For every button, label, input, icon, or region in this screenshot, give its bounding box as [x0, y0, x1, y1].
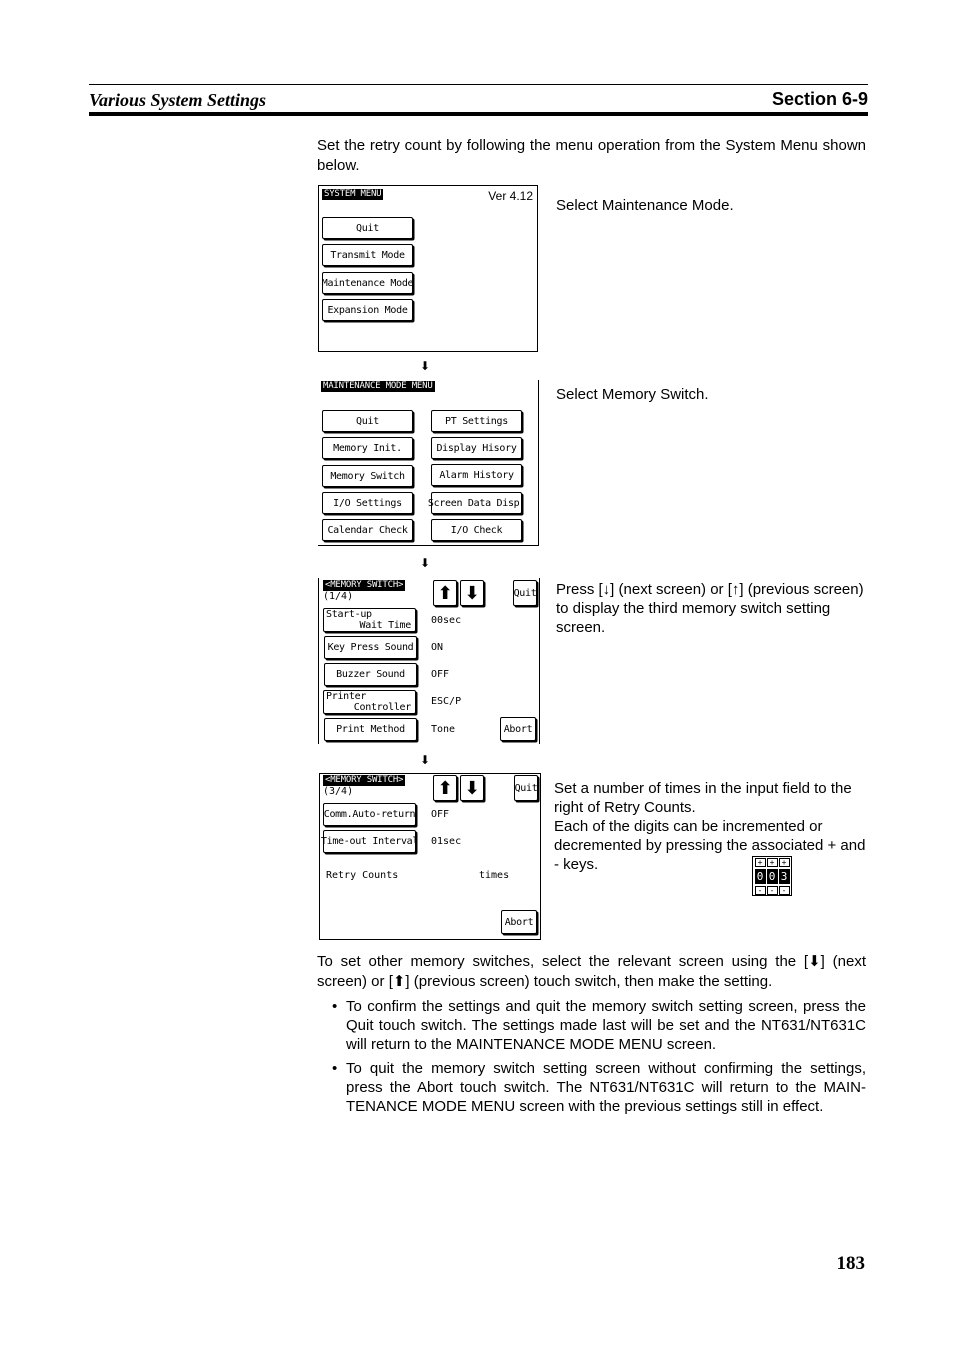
quit-button[interactable]: Quit — [514, 775, 538, 801]
memory-switch-screen-1 — [318, 578, 540, 744]
screen-data-disp-button[interactable]: Screen Data Disp. — [431, 492, 522, 514]
pt-settings-button[interactable]: PT Settings — [431, 410, 522, 432]
print-method-button[interactable]: Print Method — [324, 718, 417, 741]
buzzer-sound-button[interactable]: Buzzer Sound — [324, 663, 417, 686]
abort-button[interactable]: Abort — [500, 717, 536, 741]
caption-select-memory-switch: Select Memory Switch. — [556, 386, 709, 403]
caption-line: Set a number of times in the input field to the right of Retry Counts. — [554, 780, 852, 816]
print-method-value: Tone — [431, 724, 456, 735]
digit-3-minus-key[interactable]: - — [779, 886, 790, 895]
buzzer-sound-value: OFF — [431, 669, 450, 680]
time-out-interval-button[interactable]: Time-out Interval — [323, 830, 416, 853]
other-switches-paragraph: To set other memory switches, select the relevant screen using the [⬇] (next screen) or [⬆] (previous screen) touch switch, then make the setting. — [317, 953, 866, 990]
printer-controller-value: ESC/P — [431, 696, 462, 707]
flow-arrow-down-icon: ⬇ — [420, 753, 431, 767]
memory-switch-button[interactable]: Memory Switch — [322, 465, 413, 487]
comm-auto-return-button[interactable]: Comm.Auto-return — [323, 803, 416, 826]
io-check-button[interactable]: I/O Check — [431, 519, 522, 541]
caption-select-maintenance: Select Maintenance Mode. — [556, 197, 734, 214]
alarm-history-button[interactable]: Alarm History — [431, 464, 522, 486]
digit-2-minus-key[interactable]: - — [767, 886, 778, 895]
page-indicator: (3/4) — [323, 786, 354, 797]
arrow-down-icon: ⬇ — [464, 777, 480, 799]
bullet-text: To quit the memory switch setting screen without confirming the settings, press the Abort touch switch. The NT631/NT631C will return to the MAIN-TENANCE MODE MENU screen with the previous settings still in effect. — [346, 1060, 866, 1115]
button-label-line2: Controller — [353, 702, 411, 713]
digit-2-plus-key[interactable]: + — [767, 858, 778, 867]
retry-counts-label: Retry Counts — [326, 870, 399, 881]
header-section-number: Section 6-9 — [771, 89, 868, 109]
bullet-text: To confirm the settings and quit the memory switch setting screen, press the Quit touch switch. The settings made last will be set and the NT631/NT631C will return to the MAINTENANCE MODE MENU screen. — [346, 998, 866, 1053]
maintenance-mode-menu-screen — [318, 380, 539, 546]
previous-screen-button[interactable] — [433, 580, 457, 606]
memory-switch-title: <MEMORY SWITCH> — [325, 775, 404, 785]
maintenance-menu-title: MAINTENANCE MODE MENU — [323, 381, 433, 391]
arrow-up-icon: ⬆ — [437, 582, 453, 604]
bullet-marker: • — [332, 998, 338, 1015]
system-menu-title: SYSTEM MENU — [324, 189, 382, 199]
digit-1-value: 0 — [755, 869, 766, 884]
bullet-item — [332, 997, 866, 1054]
flow-arrow-down-icon: ⬇ — [420, 359, 431, 373]
button-label-line1: Start-up — [326, 609, 372, 620]
digit-1-minus-key[interactable]: - — [755, 886, 766, 895]
digit-3-plus-key[interactable]: + — [779, 858, 790, 867]
start-up-wait-time-button[interactable] — [323, 608, 416, 632]
button-label-line2: Wait Time — [359, 620, 411, 631]
bullet-marker: • — [332, 1060, 338, 1077]
next-screen-button[interactable] — [460, 580, 484, 606]
comm-auto-return-value: OFF — [431, 809, 450, 820]
page-indicator: (1/4) — [323, 591, 354, 602]
quit-button[interactable]: Quit — [322, 410, 413, 432]
calendar-check-button[interactable]: Calendar Check — [322, 519, 413, 541]
flow-arrow-down-icon: ⬇ — [420, 556, 431, 570]
page-number: 183 — [836, 1253, 865, 1274]
button-label-line1: Printer — [326, 691, 367, 702]
key-press-sound-value: ON — [431, 642, 444, 653]
header-rule-top — [89, 84, 868, 85]
printer-controller-button[interactable] — [323, 690, 416, 714]
intro-paragraph: Set the retry count by following the menu operation from the System Menu shown below. — [317, 137, 866, 174]
display-history-button[interactable]: Display Hisory — [431, 437, 522, 459]
transmit-mode-button[interactable]: Transmit Mode — [322, 244, 413, 266]
next-screen-button[interactable] — [460, 775, 484, 801]
maintenance-mode-button[interactable]: Maintenance Mode — [322, 272, 413, 294]
quit-button[interactable]: Quit — [322, 217, 413, 239]
quit-button[interactable]: Quit — [513, 580, 537, 606]
memory-init-button[interactable]: Memory Init. — [322, 437, 413, 459]
time-out-interval-value: 01sec — [431, 836, 462, 847]
caption-set-retry-counts — [554, 779, 866, 874]
arrow-up-icon: ⬆ — [437, 777, 453, 799]
retry-counts-unit: times — [479, 870, 510, 881]
digit-3-value: 3 — [779, 869, 790, 884]
bullet-item — [332, 1059, 866, 1116]
system-menu-screen — [318, 185, 538, 352]
caption-line: Each of the digits can be incremented or decremented by pressing the associated + and - keys. — [554, 818, 866, 873]
memory-switch-title: <MEMORY SWITCH> — [325, 580, 404, 590]
abort-button[interactable]: Abort — [501, 910, 537, 934]
version-label: Ver 4.12 — [488, 189, 533, 203]
header-section-title: Various System Settings — [89, 90, 267, 110]
key-press-sound-button[interactable]: Key Press Sound — [324, 636, 417, 659]
header-rule-bottom — [89, 112, 868, 116]
caption-press-next-screen: Press [↓] (next screen) or [↑] (previous screen) to display the third memory switch setting screen. — [556, 581, 864, 636]
digit-1-plus-key[interactable]: + — [755, 858, 766, 867]
expansion-mode-button[interactable]: Expansion Mode — [322, 299, 413, 321]
start-up-wait-time-value: 00sec — [431, 615, 462, 626]
io-settings-button[interactable]: I/O Settings — [322, 492, 413, 514]
arrow-down-icon: ⬇ — [464, 582, 480, 604]
previous-screen-button[interactable] — [433, 775, 457, 801]
digit-2-value: 0 — [767, 869, 778, 884]
